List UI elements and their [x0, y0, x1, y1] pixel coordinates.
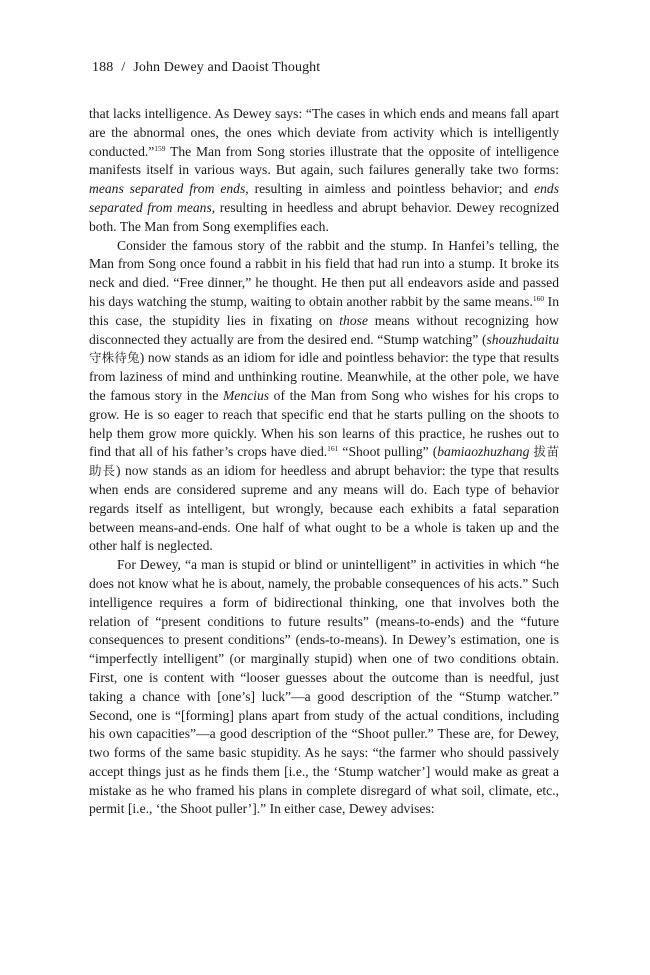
book-title: John Dewey and Daoist Thought — [133, 60, 321, 75]
header-separator: / — [121, 60, 126, 75]
footnote-ref-160: 160 — [532, 293, 545, 303]
emphasis-ends-separated: ends separated from means — [89, 181, 559, 215]
paragraph-1-text-3: , resulting in aimless and pointless behavior; and — [245, 181, 535, 197]
paragraph-2-text-4: ) now stands as an idiom for idle and pointless behavior: the type that results from laziness of mind and unthinking routine. Meanwhile, at the other pole, we have the famous story in the — [89, 350, 559, 403]
emphasis-means-separated: means separated from ends — [89, 181, 246, 197]
chinese-bamiaozhuzhang: 拔苗助長 — [89, 444, 559, 479]
paragraph-2-text-5: of the Man from Song who wishes for his crops to grow. He is so eager to reach that specific end that he starts pulling on the shoots to help them grow more quickly. When his son learns of this practice, he rushes out to find that all of his father’s crops have died. — [89, 387, 559, 460]
paragraph-3 — [89, 556, 559, 819]
title-mencius: Mencius — [222, 387, 270, 403]
running-head — [92, 60, 320, 76]
page-number: 188 — [92, 60, 114, 75]
paragraph-1-text-2: The Man from Song stories illustrate that the opposite of intelligence manifests itself in various ways. But again, such failures generally take two forms: — [89, 143, 559, 178]
term-bamiaozhuzhang: bamiaozhuzhang — [437, 444, 530, 460]
paragraph-2-text-6: “Shoot pulling” ( — [338, 444, 438, 460]
footnote-ref-159: 159 — [154, 143, 166, 153]
term-shouzhudaitu: shouzhudaitu — [486, 331, 559, 347]
paragraph-2-text-7: ) now stands as an idiom for heedless and abrupt behavior: the type that results when ends are considered supreme and any means will do. Each type of behavior regards itself as intelligent, but wrongly, because each exhibits a fatal separation between means-and-ends. One half of what ought to be a whole is taken up and the other half is neglected. — [89, 463, 559, 554]
paragraph-2-text-1: Consider the famous story of the rabbit and the stump. In Hanfei’s telling, the Man from Song once found a rabbit in his field that had run into a stump. It broke its neck and died. “Free dinner,” he thought. He then put all endeavors aside and passed his days watching the stump, waiting to obtain another rabbit by the same means. — [89, 237, 559, 309]
chinese-shouzhudaitu: 守株待兔 — [89, 350, 140, 366]
paragraph-2-text-3: means without recognizing how disconnected they actually are from the desired end. “Stump watching” ( — [89, 312, 559, 347]
paragraph-1-text-1: that lacks intelligence. As Dewey says: “The cases in which ends and means fall apart are the abnormal ones, the ones which deviate from activity which is intelligently conducted.” — [89, 106, 559, 159]
body-text — [89, 105, 559, 819]
paragraph-1-text-4: , resulting in heedless and abrupt behavior. Dewey recognized both. The Man from Song exemplifies each. — [89, 199, 559, 234]
paragraph-1 — [89, 105, 559, 237]
paragraph-3-text-1: For Dewey, “a man is stupid or blind or unintelligent” in activities in which “he does not know what he is about, namely, the probable consequences of his acts.” Such intelligence requires a form of bidirectional thinking, one that involves both the relation of “present conditions to future results” (means-to-ends) and the “future consequences to present conditions” (ends-to-means). In Dewey’s estimation, one is “imperfectly intelligent” (or marginally stupid) when one of two conditions obtain. First, one is content with “looser guesses about the outcome than is needful, just taking a chance with [one’s] luck”—a good description of the “Stump watcher.” Second, one is “[forming] plans apart from study of the actual conditions, including his own capacities”—a good description of the “Shoot puller.” These are, for Dewey, two forms of the same basic stupidity. As he says: “the farmer who should passively accept things just as he finds them [i.e., the ‘Stump watcher’] would make as great a mistake as he who framed his plans in complete disregard of what soil, climate, etc., permit [i.e., ‘the Shoot puller’].” In either case, Dewey advises: — [89, 557, 559, 817]
paragraph-2 — [89, 237, 559, 557]
paragraph-2-text-2: In this case, the stupidity lies in fixating on — [89, 293, 559, 328]
footnote-ref-161: 161 — [327, 444, 339, 454]
emphasis-those: those — [339, 312, 368, 328]
